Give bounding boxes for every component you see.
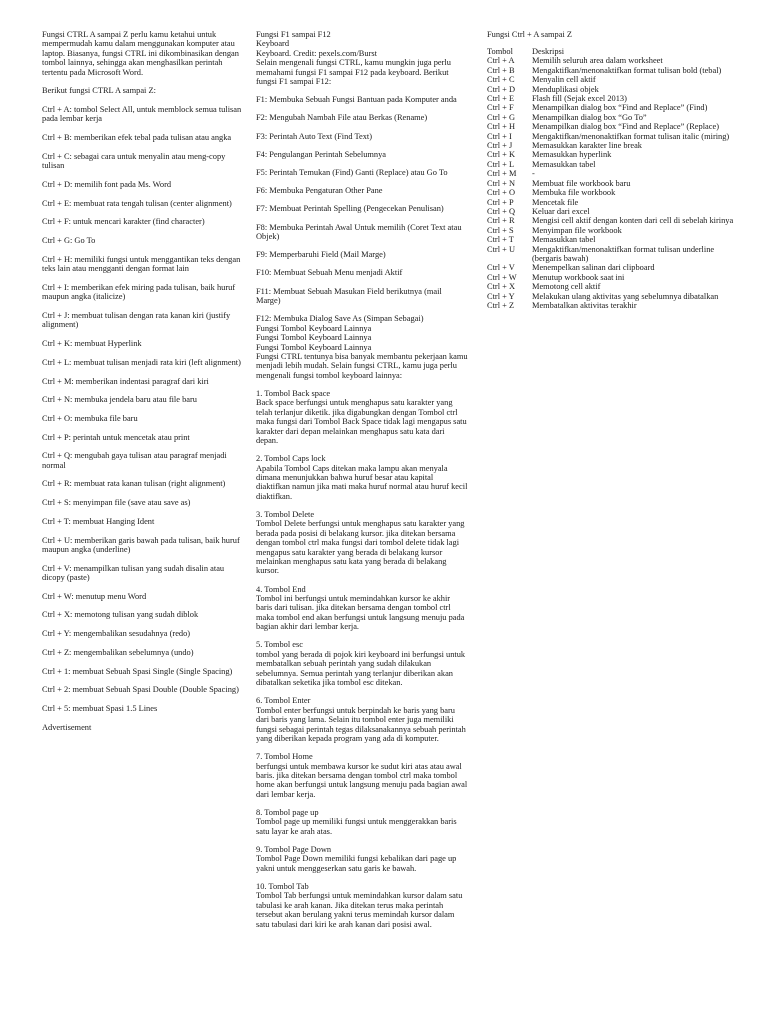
list-item: Ctrl + A: tombol Select All, untuk memblock semua tulisan pada lembar kerja xyxy=(42,105,242,124)
table-row xyxy=(487,292,737,301)
list-item: Ctrl + C: sebagai cara untuk menyalin atau meng-copy tulisan xyxy=(42,151,226,171)
f12-item: F12: Membuka Dialog Save As (Simpan Sebagai) xyxy=(256,314,424,324)
table-row xyxy=(487,245,737,264)
shortcut-desc: Mengaktifkan/menonaktifkan format tulisan bold (tebal) xyxy=(532,65,722,75)
shortcut-desc: Menduplikasi objek xyxy=(532,84,599,94)
list-item: Ctrl + Y: mengembalikan sesudahnya (redo) xyxy=(42,629,191,639)
fkey-item: F8: Membuka Perintah Awal Untuk memilih (Coret Text atau Objek) xyxy=(256,222,462,242)
shortcut-desc: Memasukkan tabel xyxy=(532,235,596,245)
shortcut-key: Ctrl + Z xyxy=(487,300,515,310)
list-item: Ctrl + M: memberikan indentasi paragraf dari kiri xyxy=(42,376,209,386)
fkey-item: F10: Membuat Sebuah Menu menjadi Aktif xyxy=(256,268,403,278)
tombol-title: 6. Tombol Enter xyxy=(256,696,311,706)
tombol-desc: Back space berfungsi untuk menghapus satu karakter yang telah terlanjur diketik. jika digabungkan dengan Tombol ctrl maka fungsi dari Tombol Back Space tidak lagi mengapus satu karakter dari depan melainkan menghapus satu kata dari depan. xyxy=(256,398,467,445)
list-item: Ctrl + Q: mengubah gaya tulisan atau paragraf menjadi normal xyxy=(42,451,227,470)
table-row xyxy=(487,282,737,291)
table-row xyxy=(487,113,737,122)
fkey-list xyxy=(256,95,468,305)
table-row xyxy=(487,75,737,84)
tombol-item xyxy=(256,882,468,929)
tombol-list xyxy=(256,389,468,929)
shortcut-key: Ctrl + M xyxy=(487,169,517,179)
tombol-item xyxy=(256,696,468,743)
shortcut-key: Ctrl + C xyxy=(487,75,515,85)
ctrl-shortcut-list xyxy=(42,105,244,713)
shortcut-desc: Menutup workbook saat ini xyxy=(532,272,625,282)
other-keys-heading: Fungsi Tombol Keyboard Lainnya xyxy=(256,342,372,352)
shortcut-desc: Menyalin cell aktif xyxy=(532,75,596,85)
shortcut-desc: Menyimpan file workbook xyxy=(532,225,622,235)
shortcut-key: Ctrl + J xyxy=(487,141,513,151)
shortcut-desc: Membatalkan aktivitas terakhir xyxy=(532,300,637,310)
shortcut-key: Ctrl + X xyxy=(487,282,515,292)
shortcut-desc: Menempelkan salinan dari clipboard xyxy=(532,263,655,273)
table-row xyxy=(487,94,737,103)
list-item: Ctrl + 1: membuat Sebuah Spasi Single (Single Spacing) xyxy=(42,666,233,676)
shortcut-key: Ctrl + H xyxy=(487,122,515,132)
shortcut-desc: Memasukkan karakter line break xyxy=(532,141,642,151)
other-keys-intro xyxy=(256,314,468,380)
other-keys-paragraph: Fungsi CTRL tentunya bisa banyak membantu pekerjaan kamu menjadi lebih mudah. Selain fungsi CTRL, kamu juga perlu mengenali fungsi tombol keyboard lainnya: xyxy=(256,351,468,380)
list-item: Ctrl + X: memotong tulisan yang sudah diblok xyxy=(42,610,199,620)
fkeys-intro xyxy=(256,30,468,86)
shortcut-key: Ctrl + D xyxy=(487,84,515,94)
fkey-item: F4: Pengulangan Perintah Sebelumnya xyxy=(256,149,387,159)
fkey-item: F2: Mengubah Nambah File atau Berkas (Rename) xyxy=(256,113,428,123)
list-heading: Berikut fungsi CTRL A sampai Z: xyxy=(42,86,156,96)
shortcut-desc: Mengisi cell aktif dengan konten dari cell di sebelah kirinya xyxy=(532,216,734,226)
fkeys-intro-paragraph: Selain mengenali fungsi CTRL, kamu mungkin juga perlu memahami fungsi F1 sampai F12 pada keyboard. Berikut fungsi F1 sampai F12: xyxy=(256,58,451,87)
shortcut-key: Ctrl + V xyxy=(487,263,515,273)
list-item: Ctrl + Z: mengembalikan sebelumnya (undo) xyxy=(42,647,194,657)
shortcut-key: Ctrl + N xyxy=(487,178,515,188)
shortcut-desc: Membuat file workbook baru xyxy=(532,178,631,188)
table-row xyxy=(487,235,737,244)
table-row xyxy=(487,207,737,216)
list-item: Ctrl + N: membuka jendela baru atau file baru xyxy=(42,395,197,405)
table-row xyxy=(487,85,737,94)
table-row xyxy=(487,56,737,65)
tombol-title: 8. Tombol page up xyxy=(256,807,319,817)
advertisement-label: Advertisement xyxy=(42,722,92,732)
shortcut-key: Ctrl + Y xyxy=(487,291,515,301)
table-row xyxy=(487,160,737,169)
list-item: Ctrl + R: membuat rata kanan tulisan (right alignment) xyxy=(42,479,226,489)
list-item: Ctrl + G: Go To xyxy=(42,236,96,246)
table-row xyxy=(487,179,737,188)
table-row xyxy=(487,141,737,150)
tombol-item xyxy=(256,389,468,445)
shortcut-key: Ctrl + S xyxy=(487,225,514,235)
list-item: Ctrl + V: menampilkan tulisan yang sudah disalin atau dicopy (paste) xyxy=(42,563,225,583)
table-row xyxy=(487,226,737,235)
excel-table-header xyxy=(487,47,737,56)
shortcut-key: Ctrl + E xyxy=(487,94,515,104)
shortcut-key: Ctrl + B xyxy=(487,65,515,75)
shortcut-desc: Mencetak file xyxy=(532,197,579,207)
table-row xyxy=(487,66,737,75)
column-fkeys xyxy=(256,30,468,938)
shortcut-desc: Melakukan ulang aktivitas yang sebelumnya dibatalkan xyxy=(532,291,719,301)
tombol-item xyxy=(256,808,468,836)
header-desc: Deskripsi xyxy=(532,47,565,56)
list-item: Ctrl + K: membuat Hyperlink xyxy=(42,339,142,349)
shortcut-key: Ctrl + K xyxy=(487,150,515,160)
list-item: Ctrl + H: memiliki fungsi untuk menggantikan teks dengan teks lain atau mengganti dengan format lain xyxy=(42,254,241,274)
fkey-item: F1: Membuka Sebuah Fungsi Bantuan pada Komputer anda xyxy=(256,95,457,105)
shortcut-desc: Menampilkan dialog box “Go To” xyxy=(532,112,647,122)
shortcut-key: Ctrl + T xyxy=(487,235,514,245)
tombol-title: 4. Tombol End xyxy=(256,584,306,594)
intro-paragraph: Fungsi CTRL A sampai Z perlu kamu ketahui untuk mempermudah kamu dalam menggunakan komputer atau laptop. Biasanya, fungsi CTRL ini dikombinasikan dengan tombol lainnya, sehingga akan menghasilkan perintah tertentu pada Microsoft Word. xyxy=(42,30,239,77)
tombol-desc: Apabila Tombol Caps ditekan maka lampu akan menyala dimana menunjukkan bahwa huruf besar atau kapital diaktifkan namun jika mati maka huruf normal atau huruf kecil diaktifkan. xyxy=(256,463,468,501)
shortcut-desc: Mengaktifkan/menonaktifkan format tulisan italic (miring) xyxy=(532,131,730,141)
list-item: Ctrl + S: menyimpan file (save atau save as) xyxy=(42,498,191,508)
excel-shortcut-table xyxy=(487,56,737,310)
fkey-item: F6: Membuka Pengaturan Other Pane xyxy=(256,186,383,196)
list-item: Ctrl + 5: membuat Spasi 1.5 Lines xyxy=(42,703,158,713)
list-item: Ctrl + W: menutup menu Word xyxy=(42,591,147,601)
table-row xyxy=(487,188,737,197)
table-row xyxy=(487,103,737,112)
table-row xyxy=(487,216,737,225)
shortcut-desc: Membuka file workbook xyxy=(532,188,616,198)
table-row xyxy=(487,150,737,159)
shortcut-key: Ctrl + Q xyxy=(487,206,515,216)
shortcut-desc: Memasukkan hyperlink xyxy=(532,150,612,160)
list-item: Ctrl + J: membuat tulisan dengan rata kanan kiri (justify alignment) xyxy=(42,310,231,330)
table-row xyxy=(487,301,737,310)
shortcut-desc: Mengaktifkan/menonaktifkan format tulisan underline (bergaris bawah) xyxy=(532,244,715,263)
fkey-item: F5: Perintah Temukan (Find) Ganti (Replace) atau Go To xyxy=(256,168,448,178)
list-item: Ctrl + E: membuat rata tengah tulisan (center alignment) xyxy=(42,198,232,208)
tombol-desc: tombol yang berada di pojok kiri keyboard ini berfungsi untuk membatalkan sebuah perintah yang sudah dilakukan sebelumnya. Semua perintah yang terlanjur diberikan akan dibatalkan seketika jika tombol esc ditekan. xyxy=(256,649,466,688)
column-ctrl-excel xyxy=(487,30,737,310)
other-keys-heading: Fungsi Tombol Keyboard Lainnya xyxy=(256,333,372,343)
table-row xyxy=(487,273,737,282)
tombol-title: 9. Tombol Page Down xyxy=(256,844,332,854)
other-keys-heading: Fungsi Tombol Keyboard Lainnya xyxy=(256,323,372,333)
shortcut-key: Ctrl + P xyxy=(487,197,514,207)
tombol-item xyxy=(256,845,468,873)
list-item: Ctrl + 2: membuat Sebuah Spasi Double (Double Spacing) xyxy=(42,685,239,695)
tombol-desc: berfungsi untuk membawa kursor ke sudut kiri atas atau awal baris. jika ditekan bersama dengan tombol ctrl maka tombol home akan berfungsi untuk langsung menuju pada bagian awal dari lembar kerja. xyxy=(256,761,468,799)
tombol-title: 2. Tombol Caps lock xyxy=(256,454,326,464)
table-row xyxy=(487,198,737,207)
tombol-item xyxy=(256,454,468,501)
image-credit: Keyboard. Credit: pexels.com/Burst xyxy=(256,48,377,58)
fkey-item: F11: Membuat Sebuah Masukan Field berikutnya (mail Marge) xyxy=(256,286,442,306)
fkey-item: F9: Memperbaruhi Field (Mail Marge) xyxy=(256,250,386,260)
list-item: Ctrl + U: memberikan garis bawah pada tulisan, baik huruf maupun angka (underline) xyxy=(42,535,240,554)
header-key: Tombol xyxy=(487,47,513,56)
list-item: Ctrl + D: memilih font pada Ms. Word xyxy=(42,179,172,189)
tombol-item xyxy=(256,585,468,632)
fkey-item: F7: Membuat Perintah Spelling (Pengecekan Penulisan) xyxy=(256,204,444,214)
shortcut-key: Ctrl + U xyxy=(487,244,515,254)
tombol-desc: Tombol ini berfungsi untuk memindahkan kursor ke akhir baris dari tulisan. jika ditekan bersama dengan tombol ctrl maka tombol end akan berfungsi untuk langsung menuju pada bagian akhir dari lembar kerja. xyxy=(256,594,465,632)
shortcut-key: Ctrl + R xyxy=(487,216,515,226)
shortcut-desc: Menampilkan dialog box “Find and Replace” (Replace) xyxy=(532,122,719,132)
tombol-desc: Tombol Tab berfungsi untuk memindahkan kursor dalam satu tabulasi ke arah kanan. Jika ditekan terus maka perintah tersebut akan berulang yakni terus memindah kursor dalam satu tabulasi dari kiri ke arah kanan dari posisi awal. xyxy=(256,891,463,929)
table-row xyxy=(487,132,737,141)
list-item: Ctrl + O: membuka file baru xyxy=(42,413,138,423)
tombol-title: 3. Tombol Delete xyxy=(256,509,315,519)
tombol-desc: Tombol enter berfungsi untuk berpindah ke baris yang baru dari baris yang lama. Selain itu tombol enter juga memiliki fungsi sebagai perintah tegas dilaksanakannya sebuah perintah yang diberikan kepada program yang ada di komputer. xyxy=(256,705,466,743)
tombol-desc: Tombol Page Down memiliki fungsi kebalikan dari page up yakni untuk menggeserkan satu garis ke bawah. xyxy=(256,854,457,873)
tombol-desc: Tombol Delete berfungsi untuk menghapus satu karakter yang berada pada posisi di belakang kursor. jika ditekan bersama dengan tombol ctrl maka fungsi dari tombol delete tidak lagi mengapus satu karakter yang berada di belakang kursor melainkan menghapus satu kata yang berada di belakang kursor. xyxy=(256,519,465,576)
list-item: Ctrl + T: membuat Hanging Ident xyxy=(42,516,155,526)
table-row xyxy=(487,122,737,131)
shortcut-desc: Memilih seluruh area dalam worksheet xyxy=(532,56,663,66)
list-item: Ctrl + L: membuat tulisan menjadi rata kiri (left alignment) xyxy=(42,357,241,367)
shortcut-key: Ctrl + G xyxy=(487,112,515,122)
shortcut-key: Ctrl + W xyxy=(487,272,517,282)
tombol-item xyxy=(256,640,468,687)
tombol-title: 10. Tombol Tab xyxy=(256,881,309,891)
tombol-desc: Tombol page up memiliki fungsi untuk menggerakkan baris satu layar ke arah atas. xyxy=(256,817,457,836)
shortcut-desc: Flash fill (Sejak excel 2013) xyxy=(532,94,627,104)
keyboard-label: Keyboard xyxy=(256,39,290,49)
shortcut-key: Ctrl + O xyxy=(487,188,515,198)
shortcut-key: Ctrl + A xyxy=(487,56,515,66)
table-row xyxy=(487,263,737,272)
tombol-title: 5. Tombol esc xyxy=(256,640,303,650)
shortcut-key: Ctrl + I xyxy=(487,131,512,141)
table-row xyxy=(487,169,737,178)
list-item: Ctrl + F: untuk mencari karakter (find character) xyxy=(42,217,205,227)
tombol-title: 7. Tombol Home xyxy=(256,752,313,762)
shortcut-key: Ctrl + F xyxy=(487,103,514,113)
shortcut-desc: Memasukkan tabel xyxy=(532,159,596,169)
list-item: Ctrl + P: perintah untuk mencetak atau print xyxy=(42,432,190,442)
tombol-item xyxy=(256,510,468,576)
excel-title: Fungsi Ctrl + A sampai Z xyxy=(487,30,572,39)
shortcut-desc: Menampilkan dialog box “Find and Replace” (Find) xyxy=(532,103,708,113)
list-item: Ctrl + I: memberikan efek miring pada tulisan, baik huruf maupun angka (italicize) xyxy=(42,282,236,302)
fkeys-title: Fungsi F1 sampai F12 xyxy=(256,30,331,39)
shortcut-desc: Keluar dari excel xyxy=(532,206,590,216)
shortcut-desc: Memotong cell aktif xyxy=(532,282,601,292)
tombol-item xyxy=(256,752,468,799)
fkey-item: F3: Perintah Auto Text (Find Text) xyxy=(256,131,372,141)
column-ctrl-word xyxy=(42,30,244,732)
shortcut-desc: - xyxy=(532,169,535,179)
list-item: Ctrl + B: memberikan efek tebal pada tulisan atau angka xyxy=(42,133,232,143)
shortcut-key: Ctrl + L xyxy=(487,159,515,169)
tombol-title: 1. Tombol Back space xyxy=(256,388,331,398)
